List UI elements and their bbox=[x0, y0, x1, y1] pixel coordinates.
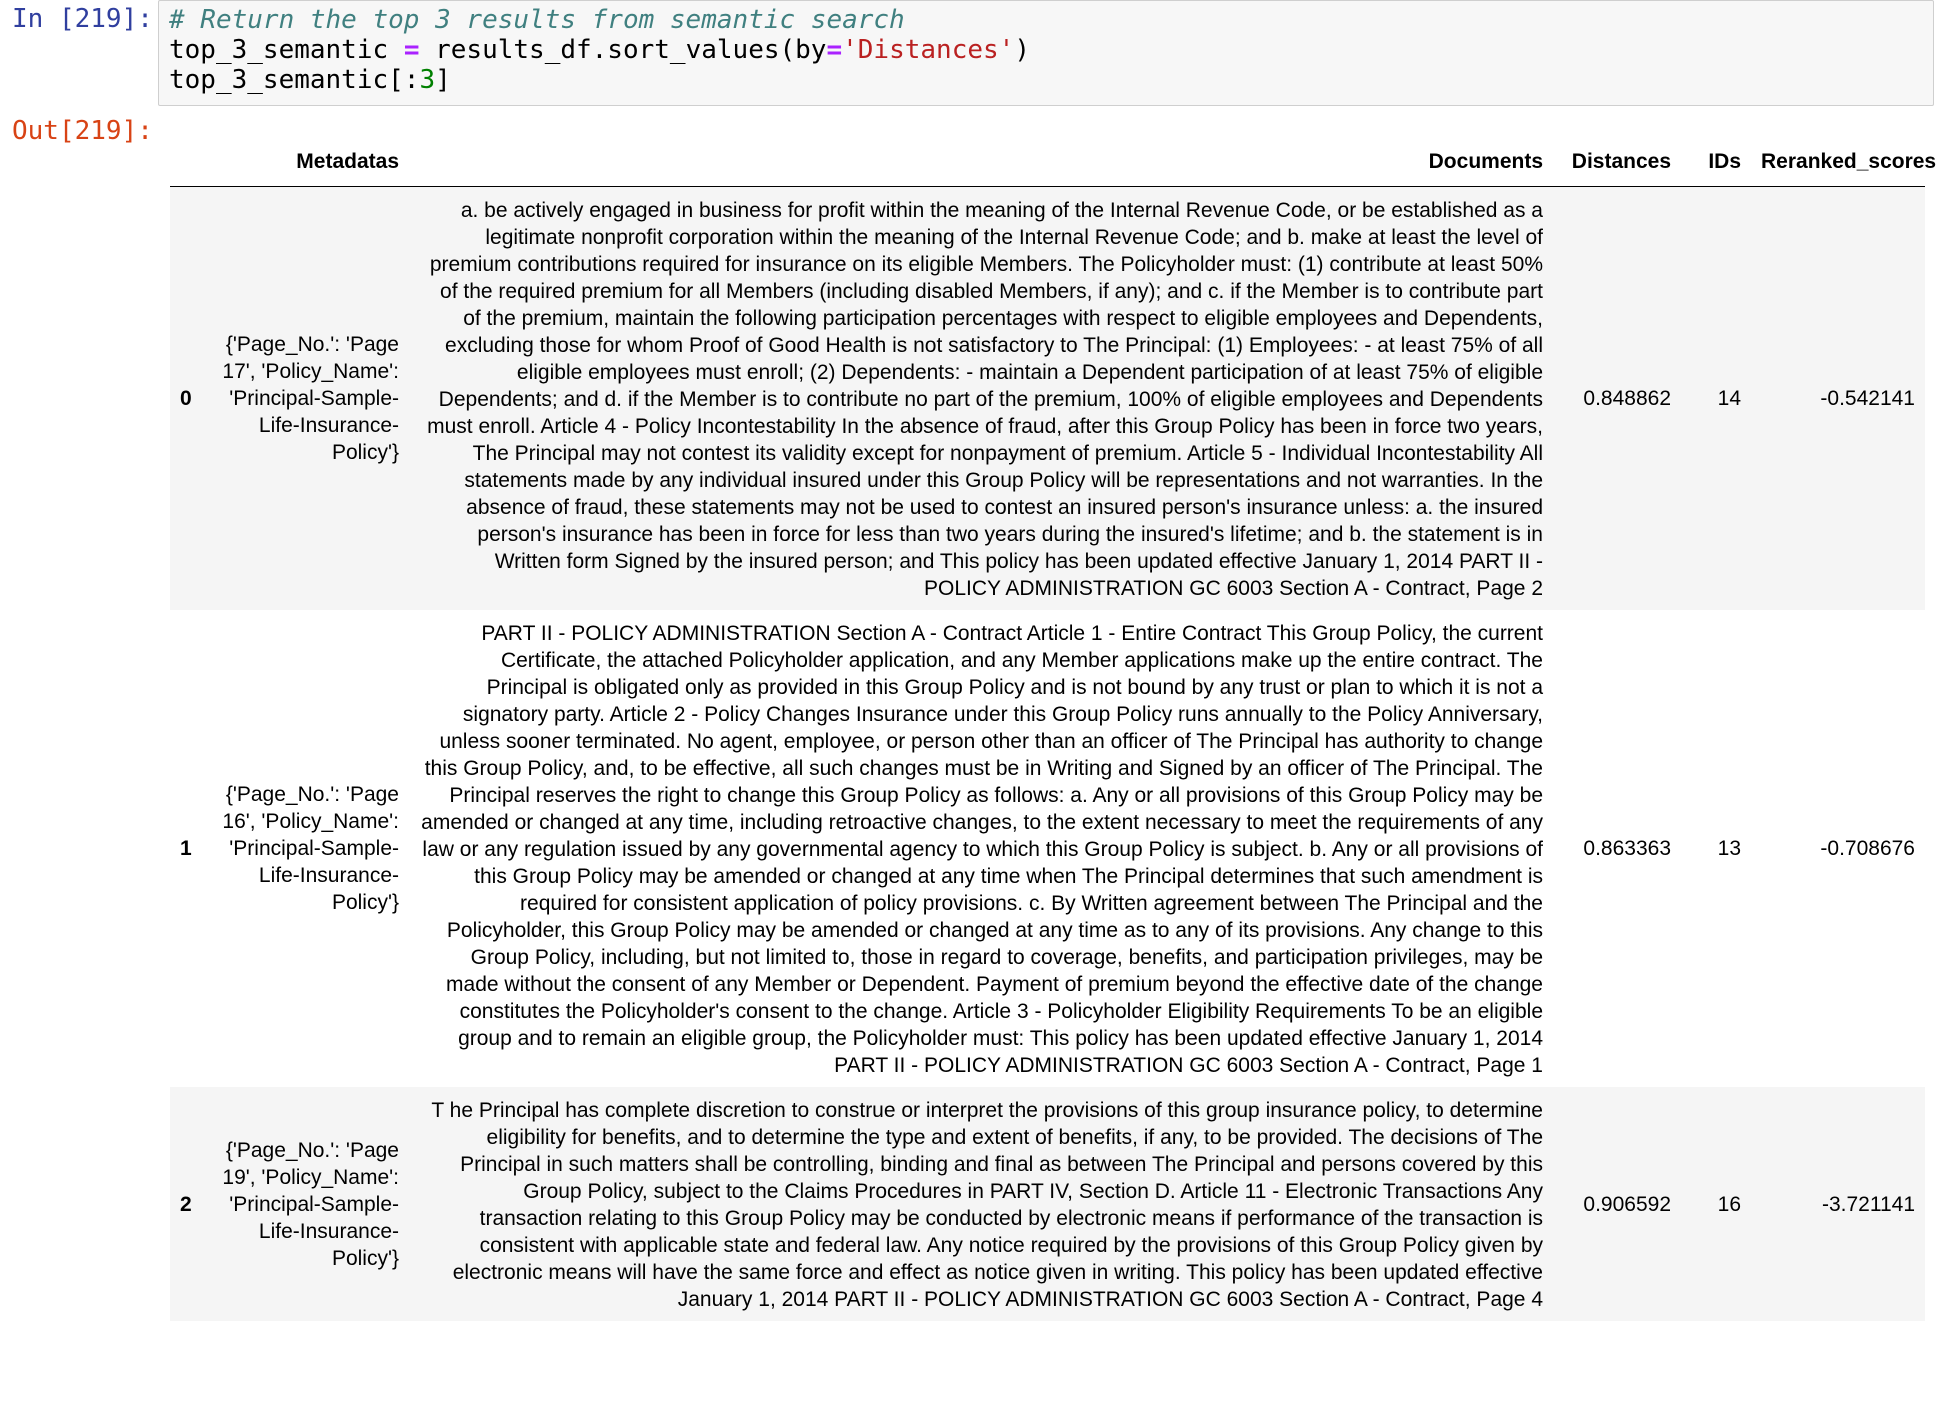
code-comment: # Return the top 3 results from semantic search bbox=[169, 5, 905, 35]
table-row bbox=[170, 1087, 1925, 1321]
code-slice: top_3_semantic[: bbox=[169, 65, 420, 95]
input-prompt: In [219]: bbox=[12, 4, 153, 34]
cell-documents: T he Principal has complete discretion to construe or interpret the provisions of this group insurance policy, to determine eligibility for benefits, and to determine the type and extent of benefits, if any, to be provided. The decisions of The Principal in such matters shall be controlling, binding and final as between The Principal and persons covered by this Group Policy, subject to the Claims Procedures in PART IV, Section D. Article 11 - Electronic Transactions Any transaction relating to this Group Policy may be conducted by electronic means if performance of the transaction is consistent with applicable state and federal law. Any notice required by the provisions of this Group Policy given by electronic means will have the same force and effect as notice given in writing. This policy has been updated effective January 1, 2014 PART II - POLICY ADMINISTRATION GC 6003 Section A - Contract, Page 4 bbox=[431, 1099, 1543, 1311]
row-index: 1 bbox=[180, 837, 192, 860]
cell-distances: 0.848862 bbox=[1583, 387, 1671, 410]
table-row bbox=[170, 187, 1925, 611]
cell-reranked-scores: -3.721141 bbox=[1821, 1192, 1915, 1216]
cell-reranked-scores: -0.708676 bbox=[1820, 837, 1915, 860]
code-paren: ) bbox=[1014, 35, 1030, 65]
cell-documents: a. be actively engaged in business for profit within the meaning of the Internal Revenue Code, or be established as a legitimate nonprofit corporation within the meaning of the Internal Revenue Code; and b. make at least the level of premium contributions required for insurance on its eligible Members. The Policyholder must: (1) contribute at least 50% of the required premium for all Members (including disabled Members, if any); and c. if the Member is to contribute part of the premium, maintain the following participation percentages with respect to eligible employees and Dependents, excluding those for whom Proof of Good Health is not satisfactory to The Principal: (1) Employees: - at least 75% of all eligible employees must enroll; (2) Dependents: - maintain a Dependent participation of at least 75% of eligible Dependents; and d. if the Member is to contribute no part of the premium, 100% of eligible employees and Dependents must enroll. Article 4 - Policy Incontestability In the absence of fraud, after this Group Policy has been in force two years, The Principal may not contest its validity except for nonpayment of premium. Article 5 - Individual Incontestability All statements made by any individual insured under this Group Policy will be representations and not warranties. In the absence of fraud, these statements may not be used to contest an insured person's insurance unless: a. the insured person's insurance has been in force for less than two years during the insured's lifetime; and b. the statement is in Written form Signed by the insured person; and This policy has been updated effective January 1, 2014 PART II - POLICY ADMINISTRATION GC 6003 Section A - Contract, Page 2 bbox=[427, 199, 1543, 600]
row-index: 0 bbox=[180, 387, 192, 410]
code-var: top_3_semantic bbox=[169, 35, 389, 65]
code-call: results_df.sort_values(by bbox=[435, 35, 827, 65]
row-index: 2 bbox=[180, 1192, 192, 1216]
cell-ids: 16 bbox=[1717, 1192, 1741, 1216]
header-ids: IDs bbox=[1681, 138, 1751, 187]
cell-documents: PART II - POLICY ADMINISTRATION Section A - Contract Article 1 - Entire Contract This Group Policy, the current Certificate, the attached Policyholder application, and any Member applications make up the entire contract. The Principal is obligated only as provided in this Group Policy and is not bound by any trust or plan to which it is not a signatory party. Article 2 - Policy Changes Insurance under this Group Policy runs annually to the Policy Anniversary, unless sooner terminated. No agent, employee, or person other than an officer of The Principal has authority to change this Group Policy, and, to be effective, all such changes must be in Writing and Signed by an officer of The Principal. The Principal reserves the right to change this Group Policy as follows: a. Any or all provisions of this Group Policy may be amended or changed at any time, including retroactive changes, to the extent necessary to meet the requirements of any law or any regulation issued by any governmental agency to which this Group Policy is subject. b. Any or all provisions of this Group Policy may be amended or changed at any time when The Principal determines that such amendment is required for consistent application of policy provisions. c. By Written agreement between The Principal and the Policyholder, this Group Policy may be amended or changed at any time as to any of its provisions. Any change to this Group Policy, including, but not limited to, those in regard to coverage, benefits, and participation privileges, may be made without the consent of any Member or Dependent. Payment of premium beyond the effective date of the change constitutes the Policyholder's consent to the change. Article 3 - Policyholder Eligibility Requirements To be an eligible group and to remain an eligible group, the Policyholder must: This policy has been updated effective January 1, 2014 PART II - POLICY ADMINISTRATION GC 6003 Section A - Contract, Page 1 bbox=[421, 622, 1543, 1077]
header-documents: Documents bbox=[409, 138, 1553, 187]
header-index bbox=[170, 138, 206, 187]
cell-distances: 0.863363 bbox=[1583, 837, 1671, 860]
cell-ids: 13 bbox=[1717, 837, 1741, 860]
cell-metadatas: {'Page_No.': 'Page 17', 'Policy_Name': 'Principal-Sample-Life-Insurance-Policy'} bbox=[222, 333, 399, 464]
cell-ids: 14 bbox=[1717, 387, 1741, 410]
cell-metadatas: {'Page_No.': 'Page 19', 'Policy_Name': 'Principal-Sample-Life-Insurance-Policy'} bbox=[222, 1138, 399, 1270]
table-header-row bbox=[170, 138, 1925, 187]
header-reranked-scores: Reranked_scores bbox=[1751, 138, 1925, 187]
code-text[interactable] bbox=[169, 5, 1030, 95]
header-distances: Distances bbox=[1553, 138, 1681, 187]
cell-reranked-scores: -0.542141 bbox=[1820, 387, 1915, 410]
header-metadatas: Metadatas bbox=[206, 138, 409, 187]
cell-metadatas: {'Page_No.': 'Page 16', 'Policy_Name': 'Principal-Sample-Life-Insurance-Policy'} bbox=[222, 783, 399, 914]
code-bracket: ] bbox=[435, 65, 451, 95]
code-editor[interactable] bbox=[158, 0, 1934, 106]
code-string: 'Distances' bbox=[842, 35, 1015, 65]
table-row bbox=[170, 610, 1925, 1087]
code-operator-kw: = bbox=[826, 35, 843, 65]
dataframe-table bbox=[170, 138, 1937, 1321]
cell-distances: 0.906592 bbox=[1583, 1192, 1671, 1216]
output-area bbox=[170, 138, 1937, 1321]
output-prompt: Out[219]: bbox=[12, 116, 153, 146]
code-number: 3 bbox=[419, 65, 436, 95]
code-operator: = bbox=[403, 35, 420, 65]
input-cell[interactable] bbox=[0, 0, 1938, 110]
